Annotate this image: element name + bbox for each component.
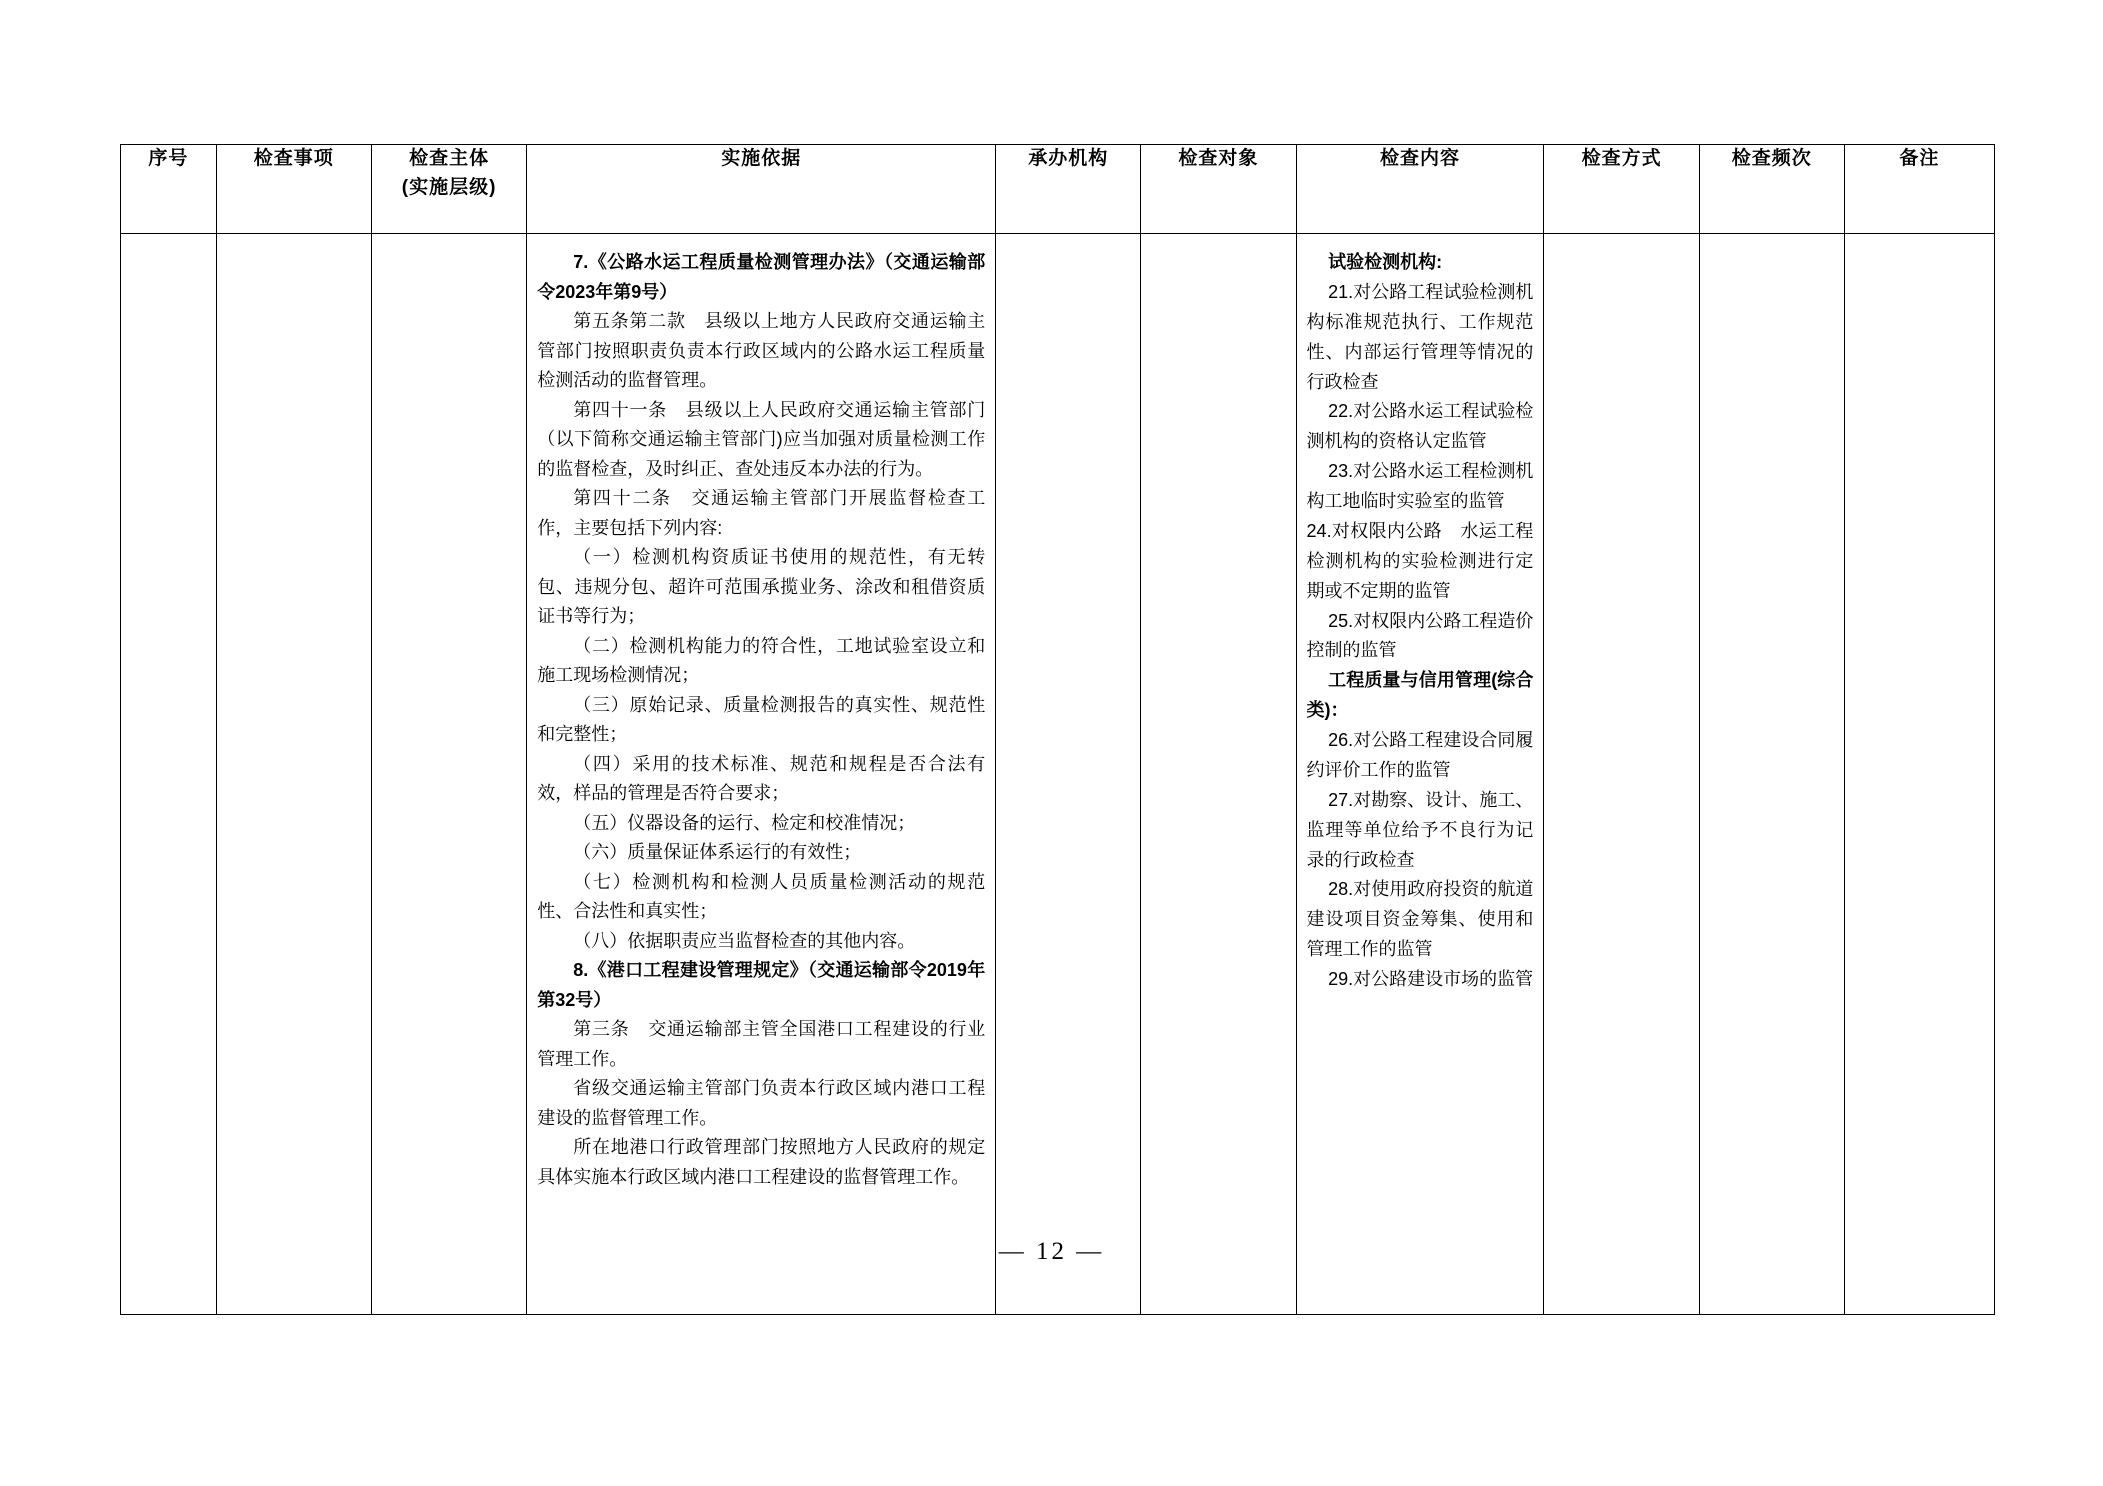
page-number: — 12 — — [998, 1238, 1105, 1265]
cell-remark — [1844, 234, 1994, 1315]
basis-paragraph: 第三条 交通运输部主管全国港口工程建设的行业管理工作。 — [537, 1019, 986, 1069]
column-header-remark: 备注 — [1844, 145, 1994, 234]
column-header-object: 检查对象 — [1141, 145, 1296, 234]
cell-seq — [121, 234, 217, 1315]
basis-text-block — [527, 234, 995, 1314]
column-header-subject-line2: (实施层级) — [401, 176, 497, 198]
basis-paragraph: （七）检测机构和检测人员质量检测活动的规范性、合法性和真实性； — [537, 871, 986, 922]
cell-method — [1544, 234, 1699, 1315]
column-header-organizer: 承办机构 — [996, 145, 1141, 234]
table-header-row — [121, 145, 1995, 234]
basis-paragraph: 7.《公路水运工程质量检测管理办法》（交通运输部令2023年第9号） — [537, 252, 986, 302]
basis-paragraph: （四）采用的技术标准、规范和规程是否合法有效，样品的管理是否符合要求； — [537, 753, 986, 804]
basis-paragraph: （三）原始记录、质量检测报告的真实性、规范性和完整性； — [537, 694, 986, 745]
content-paragraph: 27.对勘察、设计、施工、监理等单位给予不良行为记录的行政检查 — [1306, 789, 1534, 870]
column-header-content: 检查内容 — [1296, 145, 1544, 234]
basis-paragraph: 第四十二条 交通运输主管部门开展监督检查工作，主要包括下列内容: — [537, 488, 986, 538]
cell-content — [1296, 234, 1544, 1315]
column-header-method: 检查方式 — [1544, 145, 1699, 234]
basis-paragraph: （二）检测机构能力的符合性，工地试验室设立和施工现场检测情况； — [537, 635, 986, 686]
column-header-item: 检查事项 — [216, 145, 371, 234]
column-header-seq: 序号 — [121, 145, 217, 234]
cell-organizer — [996, 234, 1141, 1315]
table-body — [121, 234, 1995, 1315]
cell-frequency — [1699, 234, 1844, 1315]
content-paragraph: 21.对公路工程试验检测机构标准规范执行、工作规范性、内部运行管理等情况的行政检查 — [1306, 281, 1534, 392]
content-paragraph: 22.对公路水运工程试验检测机构的资格认定监管 — [1306, 401, 1534, 452]
cell-object — [1141, 234, 1296, 1315]
column-header-basis: 实施依据 — [527, 145, 996, 234]
basis-paragraph: （八）依据职责应当监督检查的其他内容。 — [573, 930, 916, 951]
basis-paragraph: 第五条第二款 县级以上地方人民政府交通运输主管部门按照职责负责本行政区域内的公路水运工程质量检测活动的监督管理。 — [537, 311, 986, 391]
basis-paragraph: （五）仪器设备的运行、检定和校准情况； — [573, 812, 916, 833]
content-paragraph: 28.对使用政府投资的航道建设项目资金筹集、使用和管理工作的监管 — [1306, 879, 1534, 960]
content-paragraph: 25.对权限内公路工程造价控制的监管 — [1306, 610, 1534, 661]
content-text-block — [1297, 234, 1544, 1314]
table-row — [121, 234, 1995, 1315]
content-paragraph: 24.对权限内公路 水运工程检测机构的实验检测进行定期或不定期的监管 — [1306, 520, 1534, 601]
content-paragraph: 26.对公路工程建设合同履约评价工作的监管 — [1306, 730, 1534, 780]
column-header-subject — [371, 145, 526, 234]
basis-paragraph: （六）质量保证体系运行的有效性； — [573, 842, 862, 863]
inspection-table-container — [120, 144, 1995, 1315]
content-paragraph: 工程质量与信用管理(综合类)： — [1306, 670, 1534, 721]
basis-paragraph: 省级交通运输主管部门负责本行政区域内港口工程建设的监督管理工作。 — [537, 1078, 986, 1128]
table-header — [121, 145, 1995, 234]
column-header-subject-line1: 检查主体 — [409, 148, 490, 169]
cell-subject — [371, 234, 526, 1315]
content-paragraph: 29.对公路建设市场的监管 — [1328, 969, 1534, 989]
inspection-table — [120, 144, 1995, 1315]
basis-paragraph: 所在地港口行政管理部门按照地方人民政府的规定具体实施本行政区域内港口工程建设的监督管理工作。 — [537, 1137, 986, 1187]
cell-basis — [527, 234, 996, 1315]
basis-paragraph: （一）检测机构资质证书使用的规范性，有无转包、违规分包、超许可范围承揽业务、涂改和租借资质证书等行为； — [537, 547, 986, 627]
content-paragraph: 23.对公路水运工程检测机构工地临时实验室的监管 — [1306, 461, 1534, 511]
basis-paragraph: 8.《港口工程建设管理规定》（交通运输部令2019年第32号） — [537, 960, 986, 1010]
cell-item — [216, 234, 371, 1315]
basis-paragraph: 第四十一条 县级以上人民政府交通运输主管部门（以下简称交通运输主管部门)应当加强对质量检测工作的监督检查，及时纠正、查处违反本办法的行为。 — [537, 399, 986, 479]
content-paragraph: 试验检测机构: — [1328, 252, 1443, 272]
column-header-frequency: 检查频次 — [1699, 145, 1844, 234]
